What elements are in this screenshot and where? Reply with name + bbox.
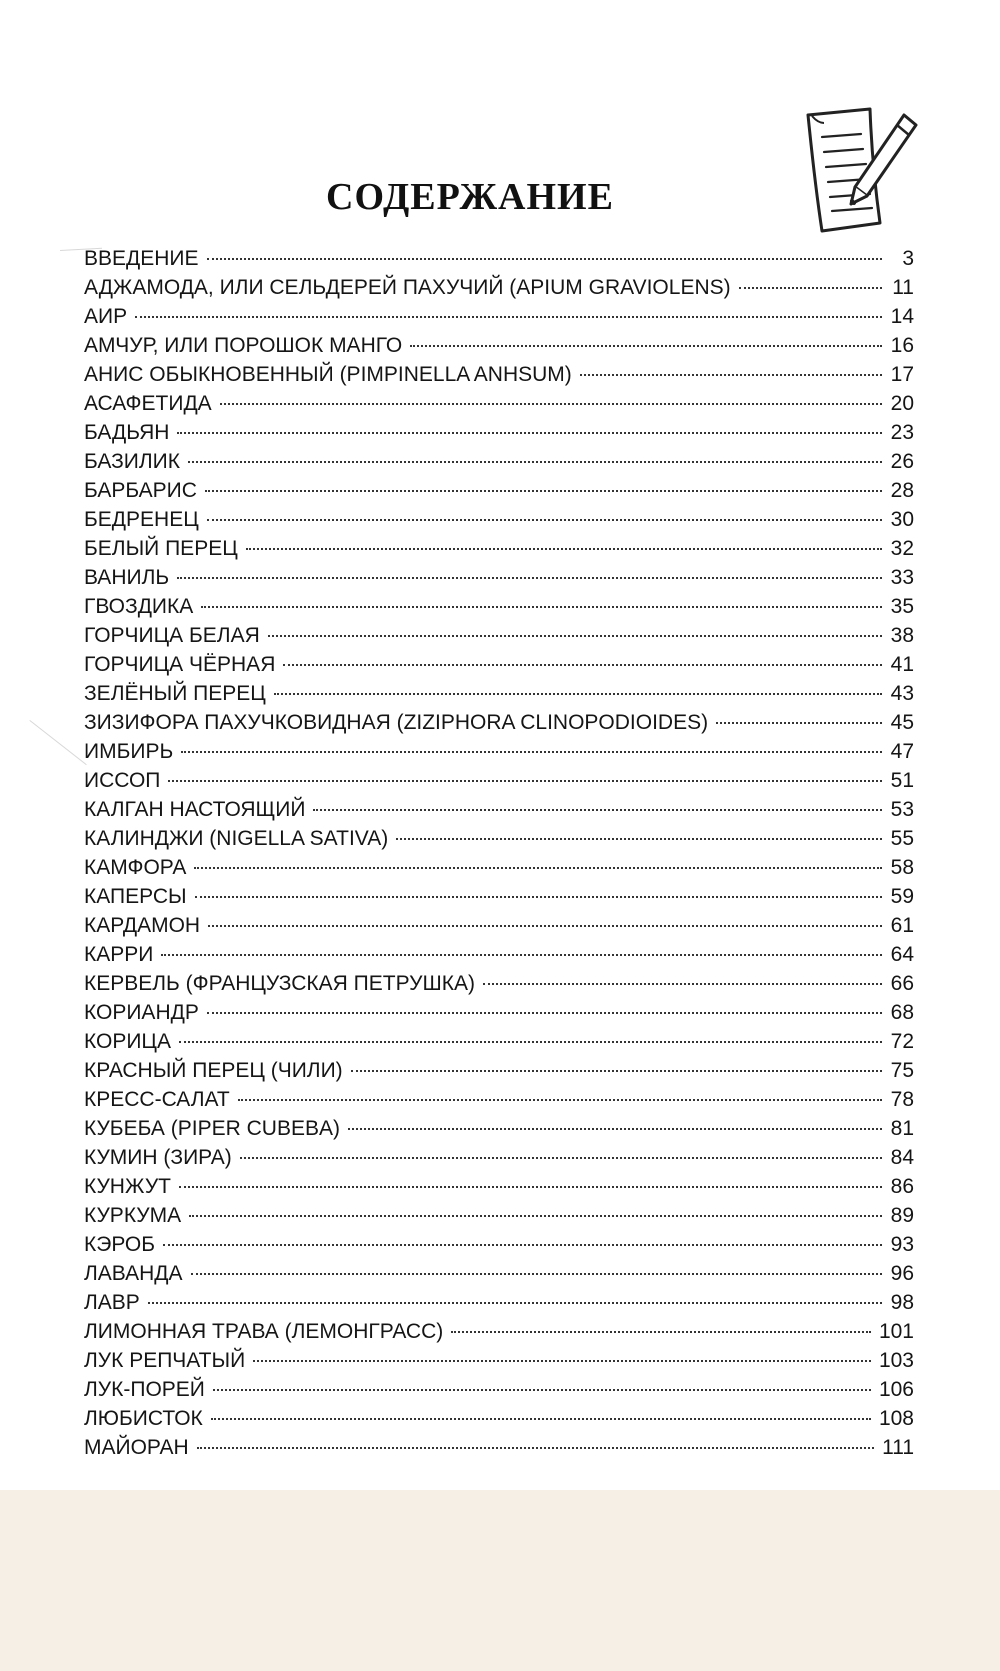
toc-page-number: 89 xyxy=(890,1204,914,1227)
toc-entry-title: ВВЕДЕНИЕ xyxy=(84,247,199,270)
toc-entry-bazilik xyxy=(84,447,914,476)
toc-page-number: 17 xyxy=(890,363,914,386)
toc-entry-zelenyy-perets xyxy=(84,679,914,708)
toc-page-number: 59 xyxy=(890,885,914,908)
toc-entry-kerob xyxy=(84,1230,914,1259)
toc-entry-kalgan xyxy=(84,795,914,824)
toc-leader-dots xyxy=(246,548,882,550)
toc-page-number: 32 xyxy=(890,537,914,560)
toc-entry-title: БЕДРЕНЕЦ xyxy=(84,508,199,531)
toc-entry-title: ГОРЧИЦА БЕЛАЯ xyxy=(84,624,260,647)
toc-entry-kamfora xyxy=(84,853,914,882)
toc-page-number: 35 xyxy=(890,595,914,618)
toc-page-number: 38 xyxy=(890,624,914,647)
toc-entry-title: ЗЕЛЁНЫЙ ПЕРЕЦ xyxy=(84,682,266,705)
toc-page-number: 108 xyxy=(878,1407,914,1430)
toc-entry-title: КЕРВЕЛЬ (ФРАНЦУЗСКАЯ ПЕТРУШКА) xyxy=(84,972,475,995)
toc-page-number: 33 xyxy=(890,566,914,589)
toc-entry-title: ЛИМОННАЯ ТРАВА (ЛЕМОНГРАСС) xyxy=(84,1320,444,1343)
toc-entry-title: АНИС ОБЫКНОВЕННЫЙ (PIMPINELLA ANHSUM) xyxy=(84,363,572,386)
toc-leader-dots xyxy=(181,751,882,753)
toc-entry-title: КАРРИ xyxy=(84,943,154,966)
toc-entry-title: КУРКУМА xyxy=(84,1204,182,1227)
toc-entry-title: БАРБАРИС xyxy=(84,479,197,502)
toc-entry-title: ВАНИЛЬ xyxy=(84,566,170,589)
table-of-contents xyxy=(84,244,914,1462)
toc-entry-imbir xyxy=(84,737,914,766)
toc-entry-title: КУМИН (ЗИРА) xyxy=(84,1146,232,1169)
toc-entry-kress-salat xyxy=(84,1085,914,1114)
toc-entry-title: МАЙОРАН xyxy=(84,1436,189,1459)
toc-page-number: 11 xyxy=(892,276,914,299)
toc-entry-limonnaya-trava xyxy=(84,1317,914,1346)
toc-page-number: 96 xyxy=(890,1262,914,1285)
toc-entry-luk-repchatyy xyxy=(84,1346,914,1375)
toc-leader-dots xyxy=(207,1012,882,1014)
toc-page-number: 68 xyxy=(890,1001,914,1024)
toc-leader-dots xyxy=(208,925,882,927)
toc-entry-gorchitsa-belaya xyxy=(84,621,914,650)
toc-page-number: 28 xyxy=(890,479,914,502)
toc-entry-krasnyy-perets xyxy=(84,1056,914,1085)
toc-leader-dots xyxy=(201,606,882,608)
toc-entry-lyubistok xyxy=(84,1404,914,1433)
toc-page-number: 86 xyxy=(890,1175,914,1198)
toc-page-number: 78 xyxy=(890,1088,914,1111)
toc-leader-dots xyxy=(163,1244,882,1246)
toc-entry-amchur xyxy=(84,331,914,360)
toc-entry-title: АМЧУР, ИЛИ ПОРОШОК МАНГО xyxy=(84,334,403,357)
toc-page-number: 30 xyxy=(890,508,914,531)
toc-page-number: 64 xyxy=(890,943,914,966)
toc-leader-dots xyxy=(483,983,882,985)
toc-page-number: 98 xyxy=(890,1291,914,1314)
toc-page-number: 55 xyxy=(890,827,914,850)
toc-page-number: 75 xyxy=(890,1059,914,1082)
toc-entry-gvozdika xyxy=(84,592,914,621)
toc-leader-dots xyxy=(220,403,882,405)
toc-page-number: 58 xyxy=(890,856,914,879)
toc-entry-kumin xyxy=(84,1143,914,1172)
toc-page-number: 66 xyxy=(890,972,914,995)
toc-entry-title: КОРИАНДР xyxy=(84,1001,199,1024)
toc-entry-title: ЛЮБИСТОК xyxy=(84,1407,203,1430)
toc-leader-dots xyxy=(240,1157,882,1159)
toc-leader-dots xyxy=(197,1447,874,1449)
toc-entry-title: КАМФОРА xyxy=(84,856,187,879)
toc-entry-title: ИМБИРЬ xyxy=(84,740,174,763)
toc-page-number: 41 xyxy=(890,653,914,676)
toc-leader-dots xyxy=(580,374,882,376)
toc-entry-zizifora xyxy=(84,708,914,737)
toc-entry-lavr xyxy=(84,1288,914,1317)
toc-page-number: 106 xyxy=(878,1378,914,1401)
toc-leader-dots xyxy=(207,258,882,260)
toc-entry-belyy-perets xyxy=(84,534,914,563)
toc-page-number: 72 xyxy=(890,1030,914,1053)
toc-leader-dots xyxy=(191,1273,883,1275)
toc-page-number: 45 xyxy=(890,711,914,734)
toc-entry-asafetida xyxy=(84,389,914,418)
toc-leader-dots xyxy=(135,316,882,318)
toc-entry-mayoran xyxy=(84,1433,914,1462)
toc-page-number: 101 xyxy=(878,1320,914,1343)
toc-entry-kapersy xyxy=(84,882,914,911)
toc-page-number: 14 xyxy=(890,305,914,328)
toc-entry-koriandr xyxy=(84,998,914,1027)
toc-page-number: 51 xyxy=(890,769,914,792)
toc-entry-air xyxy=(84,302,914,331)
toc-entry-title: ЗИЗИФОРА ПАХУЧКОВИДНАЯ (ZIZIPHORA CLINOPODIOIDES) xyxy=(84,711,709,734)
toc-entry-title: КОРИЦА xyxy=(84,1030,171,1053)
page-title: СОДЕРЖАНИЕ xyxy=(326,176,614,219)
toc-leader-dots xyxy=(716,722,882,724)
toc-entry-title: КАЛГАН НАСТОЯЩИЙ xyxy=(84,798,306,821)
toc-page-number: 23 xyxy=(890,421,914,444)
toc-leader-dots xyxy=(274,693,882,695)
toc-entry-title: БАДЬЯН xyxy=(84,421,170,444)
toc-entry-title: КАПЕРСЫ xyxy=(84,885,187,908)
toc-entry-title: КАРДАМОН xyxy=(84,914,201,937)
toc-entry-lavanda xyxy=(84,1259,914,1288)
toc-leader-dots xyxy=(451,1331,871,1333)
toc-entry-kunzhut xyxy=(84,1172,914,1201)
toc-leader-dots xyxy=(313,809,882,811)
toc-entry-vvedenie xyxy=(84,244,914,273)
toc-entry-luk-porey xyxy=(84,1375,914,1404)
toc-entry-title: КУБЕБА (PIPER CUBEBA) xyxy=(84,1117,340,1140)
toc-entry-title: АСАФЕТИДА xyxy=(84,392,212,415)
toc-entry-title: АИР xyxy=(84,305,128,328)
toc-entry-title: ГОРЧИЦА ЧЁРНАЯ xyxy=(84,653,276,676)
toc-leader-dots xyxy=(253,1360,871,1362)
toc-leader-dots xyxy=(189,1215,882,1217)
toc-leader-dots xyxy=(238,1099,882,1101)
toc-leader-dots xyxy=(195,896,882,898)
toc-page-number: 26 xyxy=(890,450,914,473)
toc-entry-kalindzhi xyxy=(84,824,914,853)
toc-entry-title: ЛАВР xyxy=(84,1291,140,1314)
toc-entry-barbaris xyxy=(84,476,914,505)
toc-entry-adzhamoda xyxy=(84,273,914,302)
toc-entry-title: КРЕСС-САЛАТ xyxy=(84,1088,230,1111)
toc-page-number: 53 xyxy=(890,798,914,821)
toc-entry-bedrenets xyxy=(84,505,914,534)
toc-entry-title: БАЗИЛИК xyxy=(84,450,180,473)
toc-leader-dots xyxy=(179,1186,882,1188)
toc-page-number: 3 xyxy=(902,247,914,270)
toc-leader-dots xyxy=(207,519,882,521)
toc-leader-dots xyxy=(410,345,882,347)
toc-leader-dots xyxy=(177,432,882,434)
toc-entry-vanil xyxy=(84,563,914,592)
toc-page-number: 84 xyxy=(890,1146,914,1169)
toc-leader-dots xyxy=(739,287,882,289)
toc-entry-title: ГВОЗДИКА xyxy=(84,595,194,618)
toc-leader-dots xyxy=(179,1041,882,1043)
toc-entry-kurkuma xyxy=(84,1201,914,1230)
toc-entry-title: КАЛИНДЖИ (NIGELLA SATIVA) xyxy=(84,827,389,850)
toc-page-number: 47 xyxy=(890,740,914,763)
toc-leader-dots xyxy=(148,1302,882,1304)
toc-page-number: 111 xyxy=(882,1436,914,1459)
toc-leader-dots xyxy=(283,664,882,666)
toc-page-number: 43 xyxy=(890,682,914,705)
toc-entry-gorchitsa-chernaya xyxy=(84,650,914,679)
toc-leader-dots xyxy=(351,1070,882,1072)
toc-page-number: 93 xyxy=(890,1233,914,1256)
toc-entry-title: КЭРОБ xyxy=(84,1233,155,1256)
toc-entry-title: БЕЛЫЙ ПЕРЕЦ xyxy=(84,537,238,560)
toc-entry-koritsa xyxy=(84,1027,914,1056)
toc-page-number: 81 xyxy=(890,1117,914,1140)
toc-leader-dots xyxy=(268,635,882,637)
toc-entry-kardamon xyxy=(84,911,914,940)
toc-leader-dots xyxy=(177,577,882,579)
toc-entry-anis xyxy=(84,360,914,389)
toc-leader-dots xyxy=(188,461,882,463)
toc-leader-dots xyxy=(396,838,882,840)
toc-page-number: 16 xyxy=(890,334,914,357)
toc-entry-badyan xyxy=(84,418,914,447)
toc-leader-dots xyxy=(161,954,882,956)
toc-leader-dots xyxy=(205,490,882,492)
toc-page-number: 103 xyxy=(878,1349,914,1372)
toc-entry-kervel xyxy=(84,969,914,998)
toc-page-number: 20 xyxy=(890,392,914,415)
toc-leader-dots xyxy=(213,1389,871,1391)
toc-page-number: 61 xyxy=(890,914,914,937)
scan-background-band xyxy=(0,1490,1000,1671)
toc-entry-kubeba xyxy=(84,1114,914,1143)
paper-pencil-icon xyxy=(800,105,920,235)
toc-leader-dots xyxy=(211,1418,871,1420)
toc-entry-title: КУНЖУТ xyxy=(84,1175,171,1198)
toc-entry-issop xyxy=(84,766,914,795)
toc-entry-title: КРАСНЫЙ ПЕРЕЦ (ЧИЛИ) xyxy=(84,1059,343,1082)
toc-entry-title: ЛУК-ПОРЕЙ xyxy=(84,1378,205,1401)
toc-leader-dots xyxy=(348,1128,882,1130)
toc-entry-title: ЛУК РЕПЧАТЫЙ xyxy=(84,1349,246,1372)
toc-entry-title: ЛАВАНДА xyxy=(84,1262,183,1285)
toc-entry-karri xyxy=(84,940,914,969)
toc-leader-dots xyxy=(194,867,882,869)
toc-entry-title: АДЖАМОДА, ИЛИ СЕЛЬДЕРЕЙ ПАХУЧИЙ (APIUM GRAVIOLENS) xyxy=(84,276,731,299)
toc-entry-title: ИССОП xyxy=(84,769,161,792)
toc-leader-dots xyxy=(168,780,882,782)
